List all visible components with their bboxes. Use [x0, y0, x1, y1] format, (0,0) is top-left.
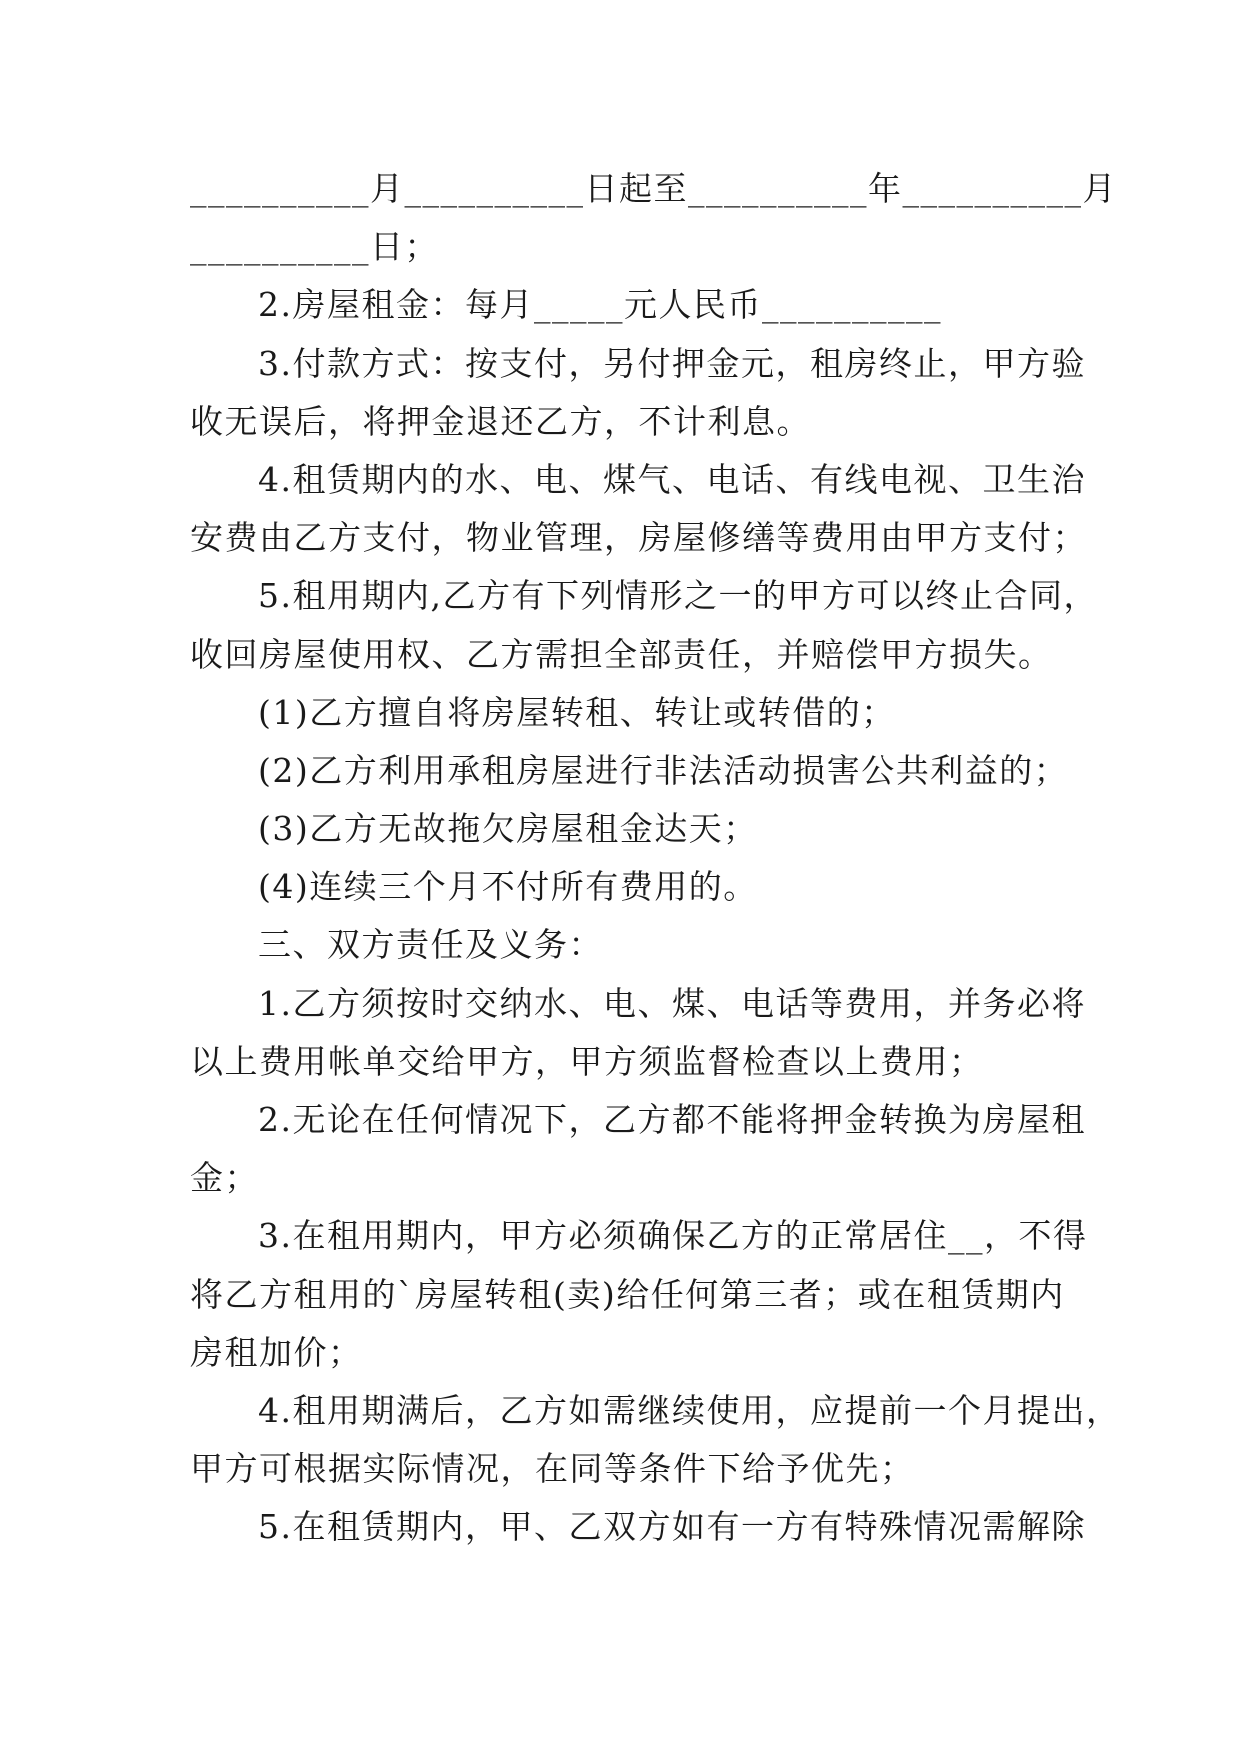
text-line: 1.乙方须按时交纳水、电、煤、电话等费用，并务必将 [258, 983, 1086, 1023]
text-line: __________月__________日起至__________年__________月 [190, 169, 1117, 208]
text-line: 将乙方租用的`房屋转租(卖)给任何第三者；或在租赁期内 [190, 1274, 1065, 1314]
text-line: 以上费用帐单交给甲方，甲方须监督检查以上费用； [190, 1041, 984, 1081]
text-line: 金； [190, 1158, 259, 1198]
section-heading: 三、双方责任及义务： [258, 925, 603, 965]
text-line: (4)连续三个月不付所有费用的。 [258, 867, 758, 907]
text-line: 3.付款方式：按支付，另付押金元，租房终止，甲方验 [258, 343, 1086, 383]
text-line: 5.在租赁期内，甲、乙双方如有一方有特殊情况需解除 [258, 1507, 1086, 1547]
text-line: (1)乙方擅自将房屋转租、转让或转借的； [258, 692, 896, 732]
text-line: 甲方可根据实际情况，在同等条件下给予优先； [190, 1449, 915, 1489]
text-line: 收回房屋使用权、乙方需担全部责任，并赔偿甲方损失。 [190, 634, 1053, 674]
text-line: 4.租用期满后，乙方如需继续使用，应提前一个月提出， [258, 1390, 1121, 1430]
text-line: 5.租用期内,乙方有下列情形之一的甲方可以终止合同， [258, 576, 1098, 616]
text-line: 2.房屋租金：每月_____元人民币__________ [258, 285, 942, 325]
text-line: (3)乙方无故拖欠房屋租金达天； [258, 809, 758, 849]
document-page [190, 160, 1121, 1557]
text-line: __________日； [190, 227, 439, 267]
text-line: 2.无论在任何情况下，乙方都不能将押金转换为房屋租 [258, 1100, 1086, 1139]
text-line: 4.租赁期内的水、电、煤气、电话、有线电视、卫生治 [258, 459, 1086, 499]
text-line: 收无误后，将押金退还乙方，不计利息。 [190, 401, 811, 441]
text-line: (2)乙方利用承租房屋进行非法活动损害公共利益的； [258, 750, 1069, 790]
text-line: 房租加价； [190, 1332, 363, 1372]
text-line: 3.在租用期内，甲方必须确保乙方的正常居住__，不得 [258, 1216, 1088, 1256]
text-line: 安费由乙方支付，物业管理，房屋修缮等费用由甲方支付； [190, 518, 1087, 558]
